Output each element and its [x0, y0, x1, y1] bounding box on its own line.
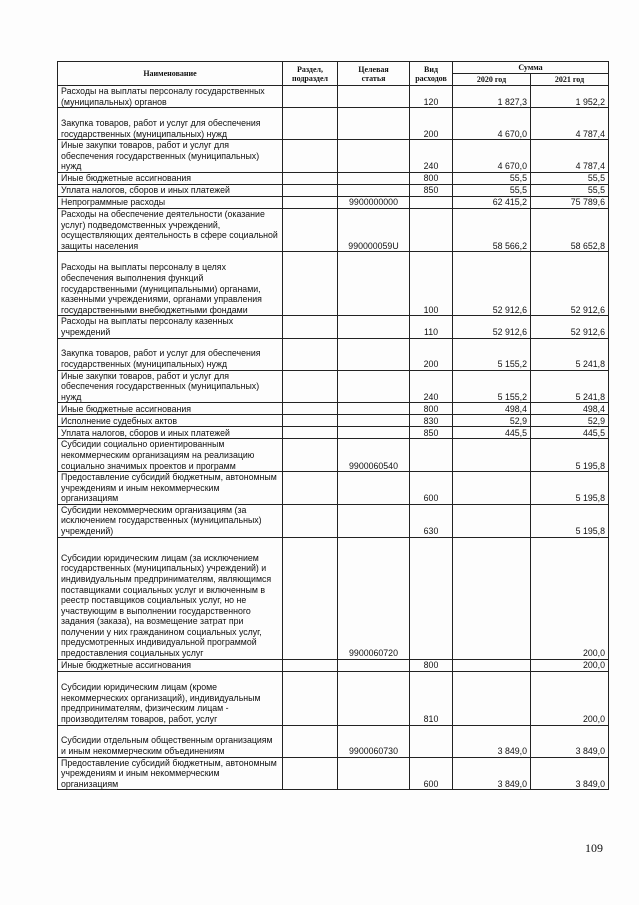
row-expense-kind: 800 — [410, 659, 453, 671]
row-section — [283, 316, 338, 338]
row-expense-kind: 850 — [410, 427, 453, 439]
row-expense-kind: 240 — [410, 370, 453, 403]
row-expense-kind: 800 — [410, 172, 453, 184]
row-section — [283, 659, 338, 671]
row-expense-kind: 830 — [410, 415, 453, 427]
row-section — [283, 439, 338, 472]
row-name: Расходы на выплаты персоналу казенных учреждений — [58, 316, 283, 338]
header-sum: Сумма — [453, 62, 609, 74]
table-header — [58, 62, 609, 86]
row-expense-kind: 120 — [410, 86, 453, 108]
row-target-article — [338, 140, 410, 173]
row-name: Предоставление субсидий бюджетным, автономным учреждениям и иным некоммерческим организациям — [58, 472, 283, 505]
row-amount-2021: 5 241,8 — [531, 338, 609, 370]
row-name: Иные закупки товаров, работ и услуг для обеспечения государственных (муниципальных) нужд — [58, 370, 283, 403]
row-target-article — [338, 504, 410, 537]
row-expense-kind: 100 — [410, 252, 453, 316]
header-year-2021: 2021 год — [531, 74, 609, 86]
row-target-article — [338, 403, 410, 415]
row-target-article — [338, 316, 410, 338]
row-section — [283, 196, 338, 208]
table-row — [58, 252, 609, 316]
row-amount-2021: 52 912,6 — [531, 316, 609, 338]
row-target-article — [338, 252, 410, 316]
row-amount-2020 — [453, 659, 531, 671]
table-row — [58, 184, 609, 196]
row-amount-2021: 445,5 — [531, 427, 609, 439]
row-section — [283, 252, 338, 316]
row-target-article — [338, 659, 410, 671]
row-amount-2021: 75 789,6 — [531, 196, 609, 208]
table-row — [58, 757, 609, 790]
row-section — [283, 757, 338, 790]
row-target-article — [338, 108, 410, 140]
row-amount-2020: 3 849,0 — [453, 757, 531, 790]
row-expense-kind: 600 — [410, 472, 453, 505]
row-section — [283, 725, 338, 757]
row-name: Иные бюджетные ассигнования — [58, 403, 283, 415]
row-expense-kind — [410, 725, 453, 757]
row-amount-2020: 498,4 — [453, 403, 531, 415]
row-section — [283, 671, 338, 725]
row-expense-kind: 810 — [410, 671, 453, 725]
row-amount-2020: 55,5 — [453, 184, 531, 196]
table-row — [58, 427, 609, 439]
row-amount-2020: 3 849,0 — [453, 725, 531, 757]
row-amount-2021: 55,5 — [531, 172, 609, 184]
page-number: 109 — [585, 841, 603, 855]
table-row — [58, 537, 609, 659]
row-amount-2021: 52 912,6 — [531, 252, 609, 316]
row-amount-2020: 4 670,0 — [453, 108, 531, 140]
row-target-article — [338, 415, 410, 427]
row-target-article: 990000059U — [338, 208, 410, 251]
row-target-article: 9900060720 — [338, 537, 410, 659]
row-expense-kind: 240 — [410, 140, 453, 173]
table-row — [58, 671, 609, 725]
row-expense-kind: 110 — [410, 316, 453, 338]
row-amount-2020: 1 827,3 — [453, 86, 531, 108]
row-amount-2020 — [453, 472, 531, 505]
row-name: Предоставление субсидий бюджетным, автономным учреждениям и иным некоммерческим организациям — [58, 757, 283, 790]
row-expense-kind — [410, 196, 453, 208]
row-amount-2021: 5 195,8 — [531, 439, 609, 472]
row-section — [283, 403, 338, 415]
table-row — [58, 172, 609, 184]
row-section — [283, 86, 338, 108]
row-target-article: 9900060730 — [338, 725, 410, 757]
row-amount-2020: 52 912,6 — [453, 316, 531, 338]
table-row — [58, 504, 609, 537]
row-section — [283, 472, 338, 505]
row-section — [283, 108, 338, 140]
table-row — [58, 140, 609, 173]
row-section — [283, 338, 338, 370]
header-target: Целевая статья — [338, 62, 410, 86]
row-name: Закупка товаров, работ и услуг для обеспечения государственных (муниципальных) нужд — [58, 108, 283, 140]
row-amount-2021: 498,4 — [531, 403, 609, 415]
row-target-article — [338, 427, 410, 439]
row-amount-2020: 52 912,6 — [453, 252, 531, 316]
row-section — [283, 208, 338, 251]
row-name: Расходы на обеспечение деятельности (оказание услуг) подведомственных учреждений, осуществляющих деятельность в сфере социальной защиты населения — [58, 208, 283, 251]
row-amount-2021: 4 787,4 — [531, 108, 609, 140]
row-target-article — [338, 671, 410, 725]
row-amount-2020: 62 415,2 — [453, 196, 531, 208]
row-target-article — [338, 86, 410, 108]
row-section — [283, 427, 338, 439]
row-name: Субсидии юридическим лицам (кроме некоммерческих организаций), индивидуальным предпринимателям, физическим лицам - производителям товаров, работ, услуг — [58, 671, 283, 725]
row-amount-2021: 5 195,8 — [531, 472, 609, 505]
row-target-article — [338, 172, 410, 184]
row-amount-2021: 5 195,8 — [531, 504, 609, 537]
row-name: Непрограммные расходы — [58, 196, 283, 208]
row-name: Иные бюджетные ассигнования — [58, 659, 283, 671]
row-target-article — [338, 370, 410, 403]
table-row — [58, 725, 609, 757]
row-name: Исполнение судебных актов — [58, 415, 283, 427]
row-name: Субсидии некоммерческим организациям (за исключением государственных (муниципальных) учреждений) — [58, 504, 283, 537]
row-amount-2021: 200,0 — [531, 537, 609, 659]
row-amount-2021: 200,0 — [531, 659, 609, 671]
row-expense-kind — [410, 439, 453, 472]
row-name: Расходы на выплаты персоналу в целях обеспечения выполнения функций государственными (муниципальными) органами, казенными учреждениями, органами управления государственными внебюджетными фондами — [58, 252, 283, 316]
row-name: Уплата налогов, сборов и иных платежей — [58, 427, 283, 439]
row-amount-2020: 52,9 — [453, 415, 531, 427]
row-amount-2020: 4 670,0 — [453, 140, 531, 173]
row-name: Уплата налогов, сборов и иных платежей — [58, 184, 283, 196]
table-row — [58, 415, 609, 427]
row-section — [283, 370, 338, 403]
table-row — [58, 86, 609, 108]
row-section — [283, 172, 338, 184]
row-name: Расходы на выплаты персоналу государственных (муниципальных) органов — [58, 86, 283, 108]
row-name: Субсидии социально ориентированным некоммерческим организациям на реализацию социально значимых проектов и программ — [58, 439, 283, 472]
row-amount-2020 — [453, 671, 531, 725]
row-amount-2021: 3 849,0 — [531, 725, 609, 757]
row-expense-kind — [410, 208, 453, 251]
header-year-2020: 2020 год — [453, 74, 531, 86]
row-amount-2020: 445,5 — [453, 427, 531, 439]
row-amount-2021: 58 652,8 — [531, 208, 609, 251]
table-row — [58, 659, 609, 671]
header-kind: Вид расходов — [410, 62, 453, 86]
table-row — [58, 370, 609, 403]
row-section — [283, 415, 338, 427]
row-section — [283, 504, 338, 537]
table-row — [58, 208, 609, 251]
table-row — [58, 472, 609, 505]
row-amount-2020 — [453, 537, 531, 659]
table-row — [58, 316, 609, 338]
row-name: Иные закупки товаров, работ и услуг для обеспечения государственных (муниципальных) нужд — [58, 140, 283, 173]
row-expense-kind — [410, 537, 453, 659]
table-row — [58, 108, 609, 140]
header-name: Наименование — [58, 62, 283, 86]
row-expense-kind: 200 — [410, 108, 453, 140]
row-name: Закупка товаров, работ и услуг для обеспечения государственных (муниципальных) нужд — [58, 338, 283, 370]
row-target-article — [338, 184, 410, 196]
row-name: Иные бюджетные ассигнования — [58, 172, 283, 184]
row-amount-2021: 5 241,8 — [531, 370, 609, 403]
table-body — [58, 86, 609, 790]
row-amount-2021: 3 849,0 — [531, 757, 609, 790]
row-expense-kind: 800 — [410, 403, 453, 415]
row-target-article — [338, 338, 410, 370]
table-row — [58, 439, 609, 472]
row-section — [283, 537, 338, 659]
row-expense-kind: 850 — [410, 184, 453, 196]
row-section — [283, 184, 338, 196]
row-target-article — [338, 472, 410, 505]
row-section — [283, 140, 338, 173]
table-row — [58, 338, 609, 370]
row-amount-2021: 52,9 — [531, 415, 609, 427]
row-target-article — [338, 757, 410, 790]
row-target-article: 9900060540 — [338, 439, 410, 472]
row-amount-2020: 58 566,2 — [453, 208, 531, 251]
row-amount-2020: 5 155,2 — [453, 338, 531, 370]
row-amount-2020 — [453, 504, 531, 537]
row-amount-2020 — [453, 439, 531, 472]
row-expense-kind: 630 — [410, 504, 453, 537]
row-amount-2020: 5 155,2 — [453, 370, 531, 403]
row-amount-2021: 4 787,4 — [531, 140, 609, 173]
header-section: Раздел, подраздел — [283, 62, 338, 86]
row-expense-kind: 600 — [410, 757, 453, 790]
table-row — [58, 196, 609, 208]
row-amount-2021: 200,0 — [531, 671, 609, 725]
row-amount-2020: 55,5 — [453, 172, 531, 184]
row-name: Субсидии юридическим лицам (за исключением государственных (муниципальных) учреждений) и индивидуальным предпринимателям, являющимся поставщиками социальных услуг и включенным в реестр поставщиков социальных услуг, но не участвующим в выполнении государственного задания (заказа), на возмещение затрат при получении у них гражданином социальных услуг, предусмотренных индивидуальной программой предоставления социальных услуг — [58, 537, 283, 659]
budget-table — [57, 61, 609, 790]
row-amount-2021: 55,5 — [531, 184, 609, 196]
row-amount-2021: 1 952,2 — [531, 86, 609, 108]
row-name: Субсидии отдельным общественным организациям и иным некоммерческим объединениям — [58, 725, 283, 757]
row-target-article: 9900000000 — [338, 196, 410, 208]
table-row — [58, 403, 609, 415]
row-expense-kind: 200 — [410, 338, 453, 370]
